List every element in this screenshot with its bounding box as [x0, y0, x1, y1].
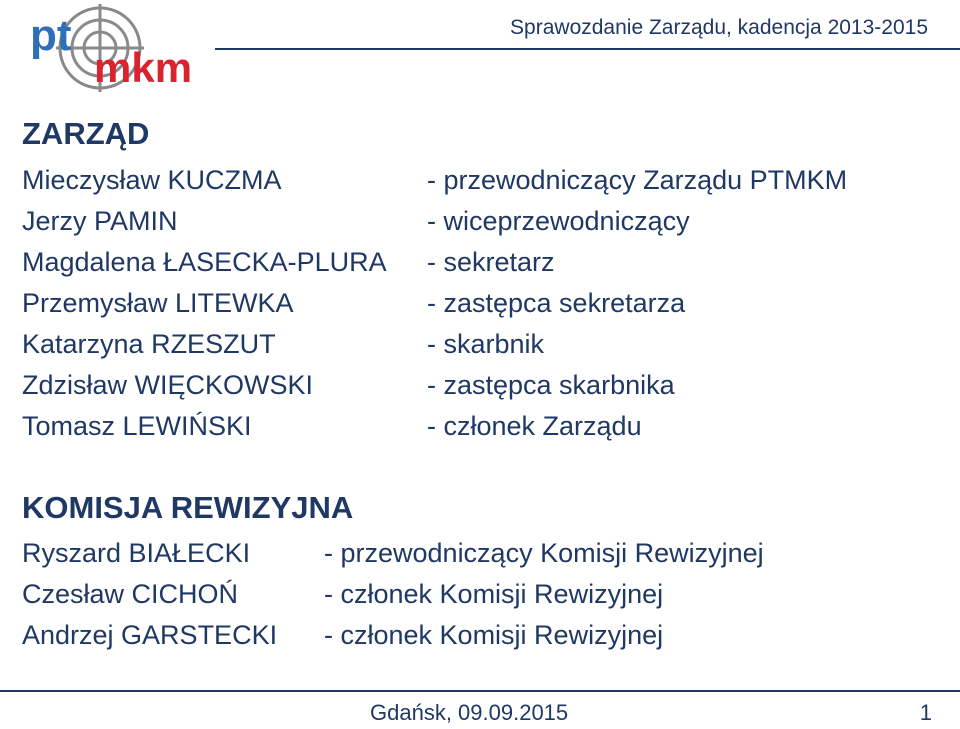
footer-date: Gdańsk, 09.09.2015	[370, 700, 569, 725]
member-name: Andrzej GARSTECKI	[22, 620, 278, 650]
logo-text-pt: pt	[30, 11, 72, 60]
member-name: Katarzyna RZESZUT	[22, 329, 276, 359]
member-role: - członek Komisji Rewizyjnej	[324, 579, 664, 609]
report-title: Sprawozdanie Zarządu, kadencja 2013-2015	[510, 16, 928, 39]
member-name: Mieczysław KUCZMA	[22, 165, 282, 195]
member-role: - zastępca sekretarza	[427, 288, 686, 318]
member-name: Tomasz LEWIŃSKI	[22, 411, 252, 441]
member-role: - przewodniczący Zarządu PTMKM	[427, 165, 848, 195]
commission-heading: KOMISJA REWIZYJNA	[22, 490, 354, 525]
member-name: Magdalena ŁASECKA-PLURA	[22, 247, 387, 277]
member-name: Zdzisław WIĘCKOWSKI	[22, 370, 314, 400]
member-role: - członek Komisji Rewizyjnej	[324, 620, 664, 650]
member-name: Jerzy PAMIN	[22, 206, 178, 236]
footer-divider	[0, 690, 960, 692]
member-role: - wiceprzewodniczący	[427, 206, 690, 236]
member-role: - zastępca skarbnika	[427, 370, 675, 400]
member-role: - przewodniczący Komisji Rewizyjnej	[324, 538, 764, 568]
member-name: Czesław CICHOŃ	[22, 579, 239, 609]
logo-text-mkm: mkm	[94, 44, 193, 91]
board-heading: ZARZĄD	[22, 116, 150, 151]
member-role: - sekretarz	[427, 247, 555, 277]
member-role: - członek Zarządu	[427, 411, 642, 441]
member-name: Ryszard BIAŁECKI	[22, 538, 251, 568]
member-name: Przemysław LITEWKA	[22, 288, 294, 318]
ptmkm-logo	[22, 4, 212, 92]
header-divider	[215, 48, 960, 50]
member-role: - skarbnik	[427, 329, 545, 359]
page-number: 1	[919, 700, 932, 725]
